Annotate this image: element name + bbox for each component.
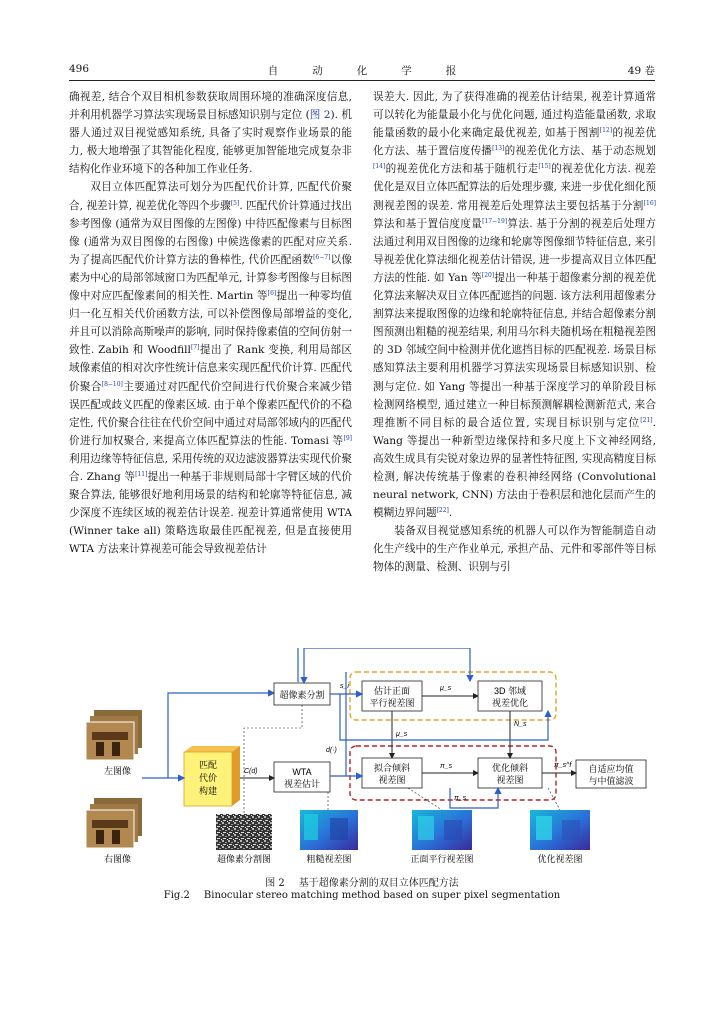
- page-header: [69, 63, 655, 79]
- filter-box-line1: 自适应均值: [588, 764, 634, 774]
- text-run: . Wang 等提出一种新型边缘保持和多尺度上下文神经网络, 高效生成具有尖锐对象边界的显著性特征图, 实现高精度目标检测, 解决传统基于像素的卷积神经网络 (Convolutional neural network, CNN) 方法由于卷积层和池化层而产生的模糊边界问题: [373, 416, 656, 520]
- citation-ref[interactable]: [16]: [643, 199, 656, 207]
- text-run: 提出了 Rank 变换, 利用局部区域像素值的相对次序性统计信息来实现匹配代价计算. 匹配代价聚合: [69, 344, 353, 393]
- bottom-label-coarse: 粗糙视差图: [306, 854, 352, 864]
- citation-ref[interactable]: [5]: [230, 199, 240, 207]
- optslant-box-line1: 优化倾斜: [491, 763, 529, 773]
- left-paragraph-2: [69, 178, 352, 558]
- cost-box-line2: 代价: [198, 773, 218, 783]
- symbol-s: s_i: [340, 683, 349, 690]
- text-run: ). 机器人通过双目视觉感知系统, 具备了实时观察作业场景的能力, 极大地增强了其智能化程度, 能够更加智能地完成复杂非结构化作业环境下的各种加工作业任务.: [69, 109, 353, 176]
- text-run: 的视差优化方法和基于随机行走: [385, 163, 539, 176]
- journal-name: 自动化学报: [267, 65, 491, 77]
- cost-box-line1: 匹配: [198, 760, 218, 770]
- right-image-label: 右图像: [104, 854, 132, 864]
- text-run: 的视差优化方法、基于动态规划: [504, 145, 657, 158]
- header-rule: [69, 80, 655, 81]
- figure-ref-link[interactable]: 图 2: [309, 109, 331, 122]
- text-run: 双目立体匹配算法可划分为匹配代价计算, 匹配代价聚合, 视差计算, 视差优化等四个步骤: [69, 181, 352, 212]
- text-run: 确视差, 结合个双目相机参数获取周围环境的准确深度信息, 并利用机器学习算法实现场景目标感知识别与定位 (: [69, 91, 352, 122]
- text-run: 算法和基于置信度度量: [373, 217, 483, 230]
- citation-ref[interactable]: [20]: [481, 271, 495, 279]
- pipeline-diagram: [78, 648, 668, 870]
- text-run: 主要通过对匹配代价空间进行代价聚合来减少错误匹配或歧义匹配的像素区域. 由于单个像素匹配代价的不稳定性, 代价聚合往往在代价空间中通过对局部邻域内的匹配代价进行加权聚合, 来提高立体匹配算法的性能. Tomasi 等: [69, 380, 353, 447]
- left-image-stack: [86, 710, 142, 760]
- text-run: 以像素为中心的局部邻域窗口为匹配单元, 计算参考图像与目标图像中对应匹配像素间的相关性. Martin 等: [69, 253, 352, 303]
- citation-ref[interactable]: [8−10]: [101, 380, 123, 388]
- text-run: .: [448, 507, 453, 520]
- symbol-d: d(·): [326, 747, 337, 754]
- bottom-label-superpixel: 超像素分割图: [216, 854, 272, 864]
- text-run: . 匹配代价计算通过找出参考图像 (通常为双目图像的左图像) 中待匹配像素与目标图像 (通常为双目图像的右图像) 中候选像素的匹配对应关系. 为了提高匹配代价计算方法的鲁棒性, 代价匹配函数: [69, 199, 353, 266]
- symbol-pi: π_s: [440, 763, 453, 770]
- figure-label-en: Fig.2: [163, 890, 190, 901]
- citation-ref[interactable]: [17−19]: [482, 217, 508, 225]
- citation-ref[interactable]: [12]: [599, 127, 613, 135]
- figure-caption-en: [0, 890, 724, 901]
- bottom-label-plane: 正面平行视差图: [410, 854, 474, 864]
- symbol-cd: C(d): [244, 768, 258, 775]
- symbol-mu: μ_s: [440, 685, 452, 692]
- figure-label-zh: 图 2: [265, 878, 285, 889]
- superpixel-box-label: 超像素分割: [279, 690, 325, 700]
- figure-2: [78, 648, 668, 870]
- figure-caption-zh-text: 基于超像素分割的双目立体匹配方法: [298, 878, 459, 889]
- text-run: 算法. 基于分割的视差后处理方法通过利用双目图像的边缘和轮廓等图像细节特征信息, 来引导视差优化算法细化视差估计错误, 进一步提高双目立体匹配方法的性能. 如 Yan 等: [373, 217, 657, 284]
- opt3d-box-line1: 3D 邻域: [493, 686, 527, 696]
- citation-ref[interactable]: [6−7]: [313, 253, 331, 261]
- citation-ref[interactable]: [15]: [538, 163, 551, 171]
- plane-box-line1: 估计正面: [373, 686, 411, 696]
- opt3d-box-line2: 视差优化: [491, 698, 529, 708]
- citation-ref[interactable]: [6]: [267, 290, 277, 298]
- citation-ref[interactable]: [7]: [190, 344, 200, 352]
- citation-ref[interactable]: [11]: [135, 470, 148, 478]
- left-image-label: 左图像: [104, 766, 132, 776]
- text-run: 提出一种基于非规则局部十字臂区域的代价聚合算法, 能够很好地利用场景的结构和轮廓等特征信息, 减少深度不连续区域的视差估计误差. 视差计算通常使用 WTA (Winner take all) 策略选取最佳匹配视差, 但是直接使用 WTA 方法来计算视差可能会导致视差估计: [69, 470, 352, 556]
- wta-box-line2: 视差估计: [283, 779, 321, 789]
- text-run: 利用边缘等特征信息, 采用传统的双边滤波器算法实现代价聚合. Zhang 等: [69, 452, 352, 483]
- cost-box-line3: 构建: [198, 786, 218, 796]
- right-column: [373, 88, 656, 577]
- symbol-N: N_s: [514, 721, 527, 728]
- wta-box-line1: WTA: [292, 767, 312, 777]
- right-paragraph-2: [373, 522, 656, 576]
- text-run: 提出一种基于超像素分割的视差优化算法来解决双目立体匹配遮挡的问题. 该方法利用超像素分割算法来提取图像的边缘和轮廓特征信息, 并结合超像素分割图预测出粗糙的视差结果, 利用马尔科夫随机场在粗糙视差图的 3D 邻域空间中检测并优化遮挡目标的匹配视差. 场景目标感知算法主要利用机器学习算法实现场景目标感知识别、检测与定位. 如 Yang 等提出一种基于深度学习的单阶段目标检测网络模型, 通过建立一种目标预测解耦检测新范式, 来合理推断不同目标的最合适位置, 实现目标识别与定位: [373, 271, 657, 429]
- text-run: 提出一种零均值归一化互相关代价函数方法, 可以补偿图像局部增益的变化, 并且可以消除高斯噪声的影响, 同时保持像素值的空间仿射一致性. Zabih 和 Woodfill: [69, 290, 353, 357]
- text-run: 误差大. 因此, 为了获得准确的视差估计结果, 视差计算通常可以转化为能量最小化与优化问题, 通过构造能量函数, 求取能量函数的最小化来确定最优视差, 如基于图割: [373, 91, 656, 140]
- bottom-label-optimized: 优化视差图: [537, 854, 583, 864]
- filter-box-line2: 与中值滤波: [588, 776, 634, 786]
- figure-caption-zh: [0, 874, 724, 889]
- text-run: 的视差优化方法、基于置信度传播: [373, 127, 657, 158]
- fit-box-line2: 视差图: [378, 775, 406, 785]
- right-paragraph-1: [373, 88, 656, 522]
- right-image-stack: [86, 798, 142, 848]
- volume-number: 49 卷: [627, 65, 655, 77]
- optslant-box-line2: 视差图: [496, 775, 524, 785]
- citation-ref[interactable]: [13]: [492, 145, 505, 153]
- page-number: 496: [69, 63, 90, 75]
- citation-ref[interactable]: [9]: [343, 434, 352, 442]
- fit-box-line1: 拟合倾斜: [373, 763, 411, 773]
- citation-ref[interactable]: [21]: [640, 416, 653, 424]
- citation-ref[interactable]: [22]: [436, 507, 449, 515]
- text-run: 的视差优化方法. 视差优化是双目立体匹配算法的后处理步骤, 来进一步优化细化预测视差图的误差. 常用视差后处理算法主要包括基于分割: [373, 163, 657, 212]
- symbol-pi2: π_s: [454, 795, 467, 802]
- symbol-mu2: μ_s: [396, 731, 408, 738]
- citation-ref[interactable]: [14]: [373, 163, 386, 171]
- plane-box-line2: 平行视差图: [369, 698, 415, 708]
- left-column: [69, 88, 352, 558]
- superpixel-thumbnail: [216, 814, 272, 850]
- symbol-pif: π_s^f: [554, 762, 572, 769]
- figure-caption-en-text: Binocular stereo matching method based on super pixel segmentation: [203, 890, 561, 901]
- left-paragraph-1: [69, 88, 352, 178]
- text-run: 装备双目视觉感知系统的机器人可以作为智能制造自动化生产线中的生产作业单元, 承担产品、元件和零部件等目标物体的测量、检测、识别与引: [373, 525, 656, 574]
